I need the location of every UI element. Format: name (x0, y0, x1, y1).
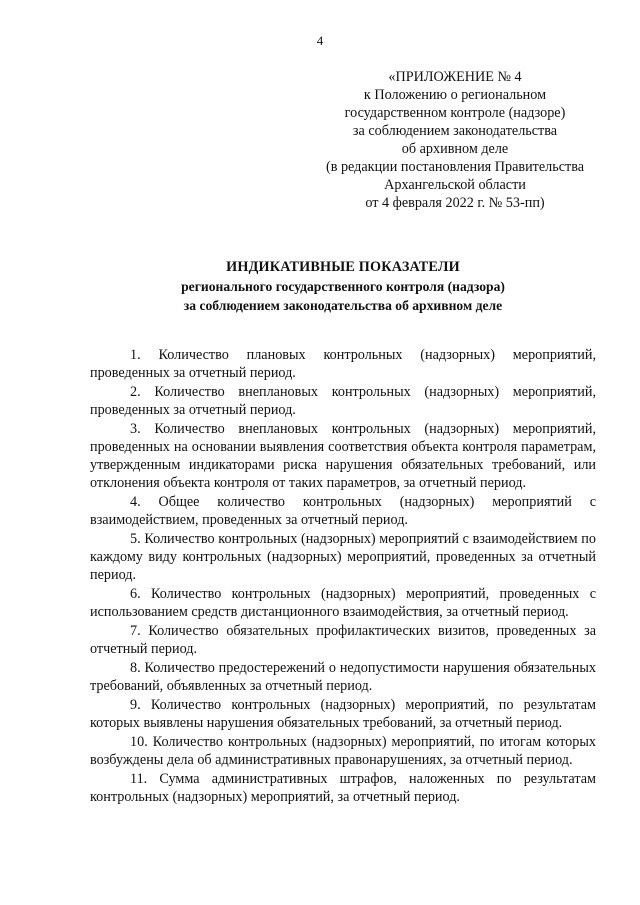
appendix-line: к Положению о региональном (363, 87, 547, 103)
list-item: 6. Количество контрольных (надзорных) мероприятий, проведенных с использованием средств дистанционного взаимодействия, за отчетный период. (90, 586, 596, 620)
appendix-line: государственном контроле (надзоре) (344, 105, 566, 121)
list-item: 8. Количество предостережений о недопустимости нарушения обязательных требований, объявленных за отчетный период. (90, 660, 596, 694)
title-main: ИНДИКАТИВНЫЕ ПОКАЗАТЕЛИ (226, 259, 460, 275)
page-number: 4 (316, 33, 324, 48)
list-item: 7. Количество обязательных профилактических визитов, проведенных за отчетный период. (90, 623, 596, 657)
appendix-line: Архангельской области (384, 177, 526, 193)
appendix-header (300, 68, 610, 212)
list-item: 3. Количество внеплановых контрольных (надзорных) мероприятий, проведенных на основании выявления соответствия объекта контроля параметрам, утвержденным индикаторами риска нарушения обязательных требований, или отклонения объекта контроля от таких параметров, за отчетный период. (90, 421, 596, 491)
document-title (90, 258, 596, 315)
list-item: 2. Количество внеплановых контрольных (надзорных) мероприятий, проведенных за отчетный период. (90, 384, 596, 418)
list-item: 1. Количество плановых контрольных (надзорных) мероприятий, проведенных за отчетный период. (90, 347, 596, 381)
appendix-line: «ПРИЛОЖЕНИЕ № 4 (388, 69, 522, 85)
list-item: 11. Сумма административных штрафов, наложенных по результатам контрольных (надзорных) мероприятий, за отчетный период. (90, 771, 596, 805)
appendix-line: за соблюдением законодательства (352, 123, 558, 139)
list-item: 9. Количество контрольных (надзорных) мероприятий, по результатам которых выявлены нарушения обязательных требований, за отчетный период. (90, 697, 596, 731)
appendix-line: об архивном деле (401, 141, 509, 157)
appendix-line: от 4 февраля 2022 г. № 53-пп) (365, 195, 545, 211)
list-item: 4. Общее количество контрольных (надзорных) мероприятий с взаимодействием, проведенных за отчетный период. (90, 494, 596, 528)
title-subline: регионального государственного контроля (надзора) (181, 279, 505, 294)
indicator-list (90, 346, 596, 807)
list-item: 5. Количество контрольных (надзорных) мероприятий с взаимодействием по каждому виду контрольных (надзорных) мероприятий, проведенных за отчетный период. (90, 531, 596, 583)
title-subline: за соблюдением законодательства об архивном деле (183, 298, 503, 313)
appendix-line: (в редакции постановления Правительства (325, 159, 585, 175)
list-item: 10. Количество контрольных (надзорных) мероприятий, по итогам которых возбуждены дела об административных правонарушениях, за отчетный период. (90, 734, 596, 768)
